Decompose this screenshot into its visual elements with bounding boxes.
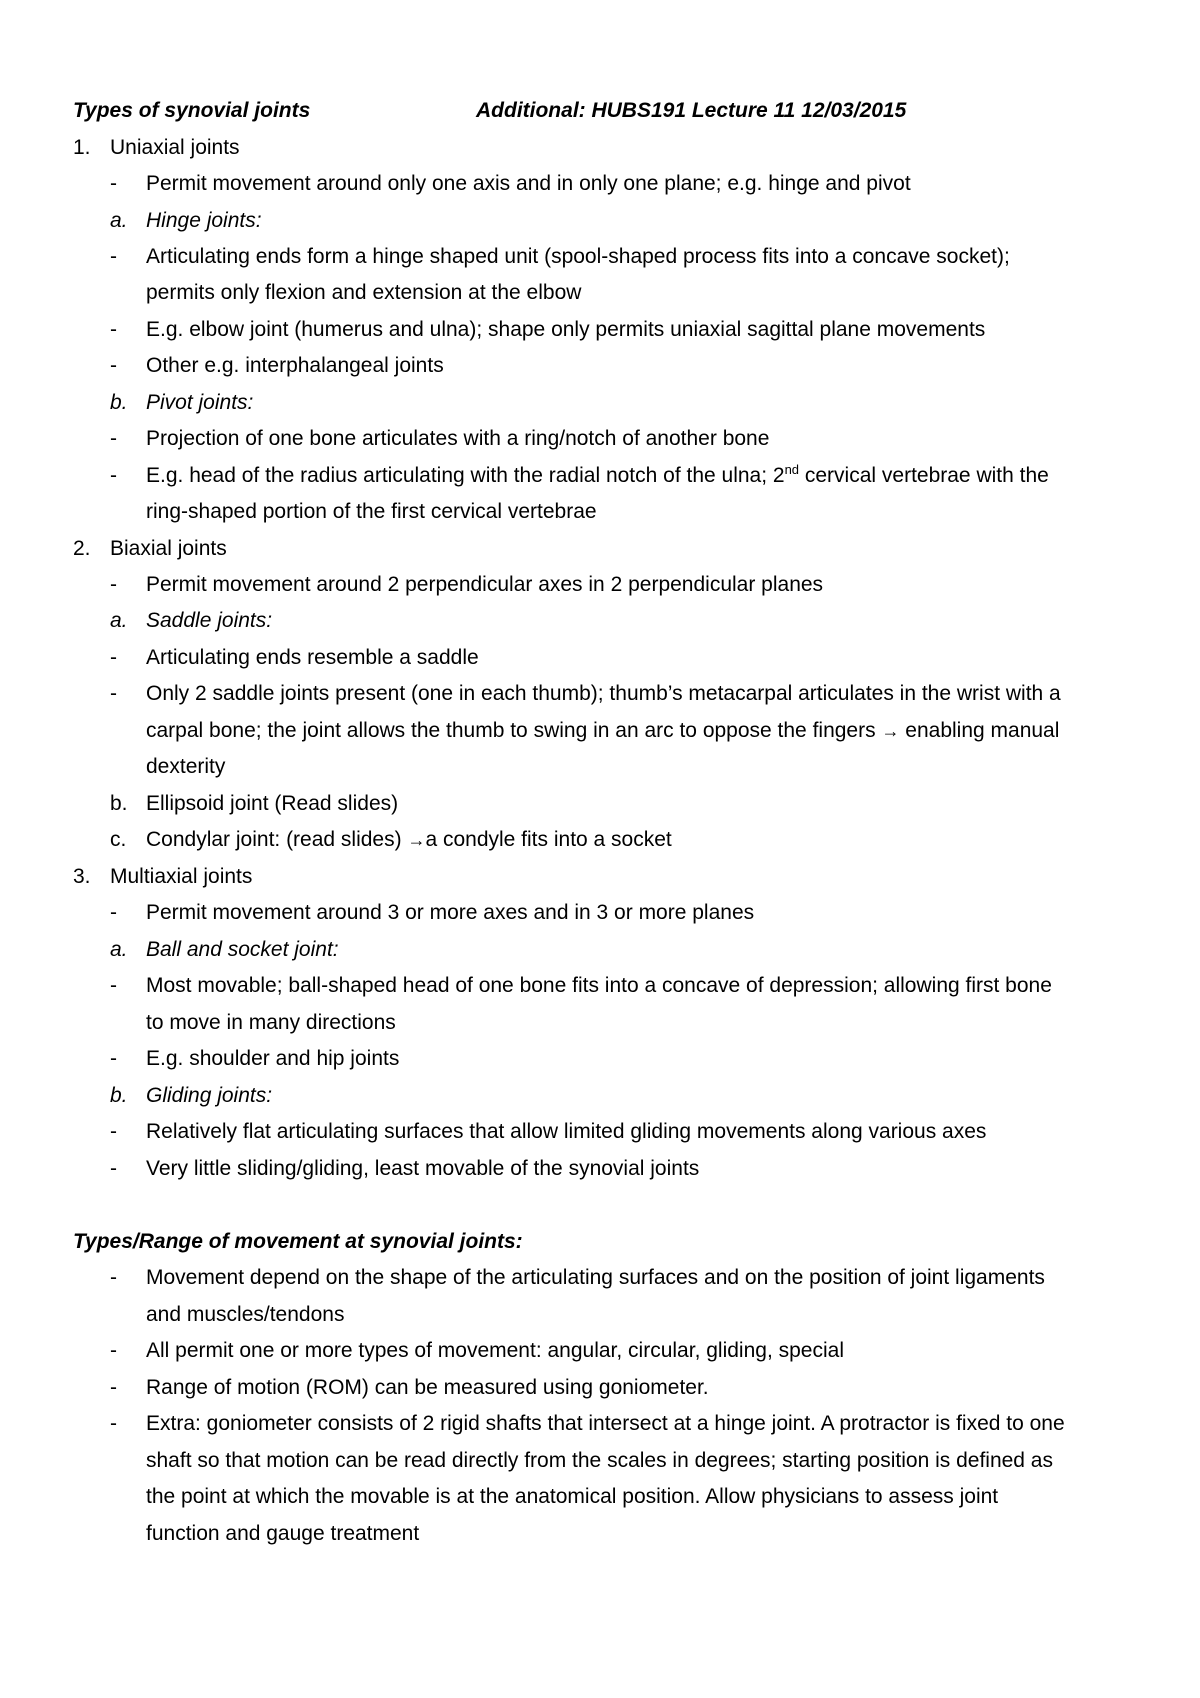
dash-bullet: - <box>110 974 117 997</box>
sub-marker: a. <box>110 609 128 632</box>
subheading-text: Pivot joints: <box>146 391 254 414</box>
text-run: E.g. head of the radius articulating with the radial notch of the ulna; 2 <box>146 464 785 487</box>
bullet-text: E.g. shoulder and hip joints <box>146 1047 400 1070</box>
bullet-text: Only 2 saddle joints present (one in each thumb); thumb’s metacarpal articulates in the wrist with a <box>146 682 1061 705</box>
dash-bullet: - <box>110 646 117 669</box>
dash-bullet: - <box>110 1412 117 1435</box>
dash-bullet: - <box>110 318 117 341</box>
bullet-text: Articulating ends resemble a saddle <box>146 646 479 669</box>
bullet-text: Extra: goniometer consists of 2 rigid shafts that intersect at a hinge joint. A protractor is fixed to one <box>146 1412 1065 1435</box>
dash-bullet: - <box>110 427 117 450</box>
arrow-right-icon: → <box>407 830 426 850</box>
bullet-text: Permit movement around 2 perpendicular axes in 2 perpendicular planes <box>146 573 824 596</box>
text-run: carpal bone; the joint allows the thumb to swing in an arc to oppose the fingers <box>146 719 882 742</box>
bullet-text <box>146 716 1059 746</box>
bullet-text: dexterity <box>146 755 226 778</box>
bullet-text: Permit movement around 3 or more axes and in 3 or more planes <box>146 901 755 924</box>
section-title: Uniaxial joints <box>110 136 240 159</box>
bullet-text: function and gauge treatment <box>146 1522 420 1545</box>
dash-bullet: - <box>110 573 117 596</box>
list-number: 3. <box>73 865 91 888</box>
sub-marker: b. <box>110 1084 128 1107</box>
text-run: a condyle fits into a socket <box>425 828 672 851</box>
bullet-text: Permit movement around only one axis and in only one plane; e.g. hinge and pivot <box>146 172 911 195</box>
section-title: Multiaxial joints <box>110 865 253 888</box>
subheading-text: Hinge joints: <box>146 209 262 232</box>
text-run: Condylar joint: (read slides) <box>146 828 408 851</box>
dash-bullet: - <box>110 172 117 195</box>
list-number: 1. <box>73 136 91 159</box>
bullet-text: permits only flexion and extension at the elbow <box>146 281 582 304</box>
dash-bullet: - <box>110 245 117 268</box>
bullet-text: E.g. elbow joint (humerus and ulna); shape only permits uniaxial sagittal plane movements <box>146 318 986 341</box>
dash-bullet: - <box>110 1376 117 1399</box>
dash-bullet: - <box>110 682 117 705</box>
sub-marker: b. <box>110 391 128 414</box>
doc-title: Types of synovial joints <box>73 99 311 122</box>
sub-marker: b. <box>110 792 128 815</box>
subheading-text <box>146 825 672 855</box>
subheading-text: Ellipsoid joint (Read slides) <box>146 792 399 815</box>
sub-marker: a. <box>110 938 128 961</box>
bullet-text: Other e.g. interphalangeal joints <box>146 354 444 377</box>
section-title: Biaxial joints <box>110 537 227 560</box>
bullet-text <box>146 461 1049 491</box>
bullet-text: Range of motion (ROM) can be measured using goniometer. <box>146 1376 709 1399</box>
bullet-text: Projection of one bone articulates with a ring/notch of another bone <box>146 427 770 450</box>
lecture-info: Additional: HUBS191 Lecture 11 12/03/2015 <box>476 99 907 122</box>
bullet-text: Relatively flat articulating surfaces that allow limited gliding movements along various axes <box>146 1120 987 1143</box>
sub-marker: c. <box>110 828 127 851</box>
bullet-text: Movement depend on the shape of the articulating surfaces and on the position of joint ligaments <box>146 1266 1045 1289</box>
subheading-text: Gliding joints: <box>146 1084 273 1107</box>
bullet-text: to move in many directions <box>146 1011 396 1034</box>
dash-bullet: - <box>110 1120 117 1143</box>
bullet-text: Most movable; ball-shaped head of one bone fits into a concave of depression; allowing first bone <box>146 974 1052 997</box>
section-title: Types/Range of movement at synovial joints: <box>73 1230 523 1253</box>
bullet-text: ring-shaped portion of the first cervical vertebrae <box>146 500 597 523</box>
subheading-text: Ball and socket joint: <box>146 938 339 961</box>
text-run: cervical vertebrae with the <box>799 464 1049 487</box>
sub-marker: a. <box>110 209 128 232</box>
dash-bullet: - <box>110 464 117 487</box>
bullet-text: Very little sliding/gliding, least movable of the synovial joints <box>146 1157 700 1180</box>
bullet-text: Articulating ends form a hinge shaped unit (spool-shaped process fits into a concave socket); <box>146 245 1010 268</box>
list-number: 2. <box>73 537 91 560</box>
dash-bullet: - <box>110 354 117 377</box>
subheading-text: Saddle joints: <box>146 609 273 632</box>
dash-bullet: - <box>110 901 117 924</box>
superscript: nd <box>784 462 800 477</box>
dash-bullet: - <box>110 1157 117 1180</box>
bullet-text: the point at which the movable is at the anatomical position. Allow physicians to assess joint <box>146 1485 999 1508</box>
dash-bullet: - <box>110 1266 117 1289</box>
dash-bullet: - <box>110 1339 117 1362</box>
text-run: enabling manual <box>899 719 1060 742</box>
dash-bullet: - <box>110 1047 117 1070</box>
bullet-text: shaft so that motion can be read directly from the scales in degrees; starting position is defined as <box>146 1449 1053 1472</box>
bullet-text: All permit one or more types of movement: angular, circular, gliding, special <box>146 1339 844 1362</box>
bullet-text: and muscles/tendons <box>146 1303 345 1326</box>
arrow-right-icon: → <box>881 721 900 741</box>
